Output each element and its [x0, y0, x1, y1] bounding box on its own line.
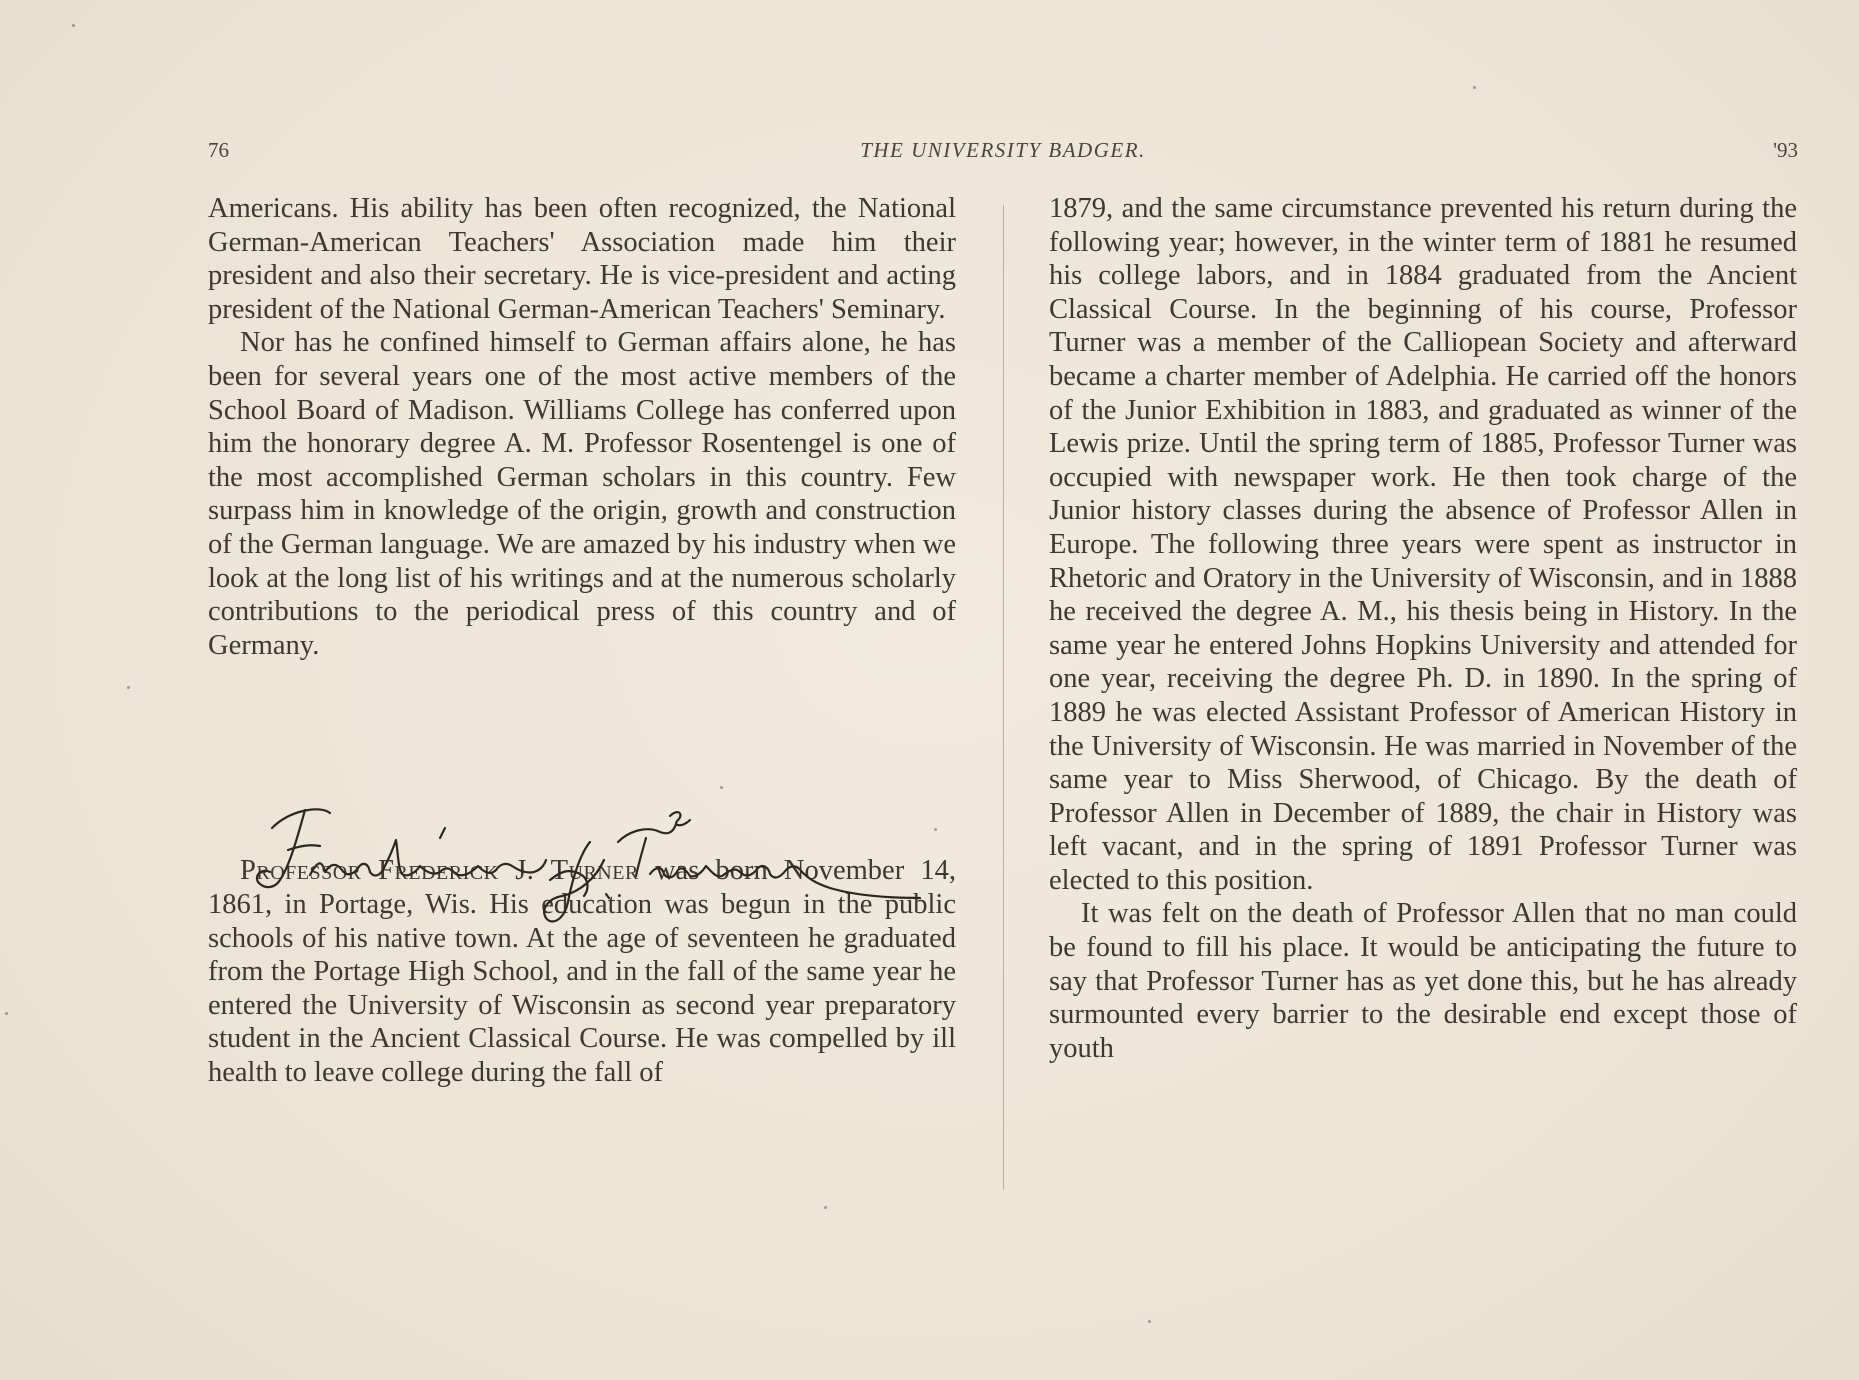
left-paragraph-1: Americans. His ability has been often recognized, the National German-American Teachers' Association made him their president and also their secretary. He is vice-president and acting president of the National German-American Teachers' Seminary.: [208, 193, 956, 325]
page-year: '93: [1773, 138, 1798, 162]
paper-speck: [5, 1012, 8, 1015]
signature-drawing: [250, 780, 930, 930]
column-divider: [1003, 205, 1004, 1190]
paper-speck: [127, 686, 130, 689]
paper-speck: [720, 786, 723, 789]
page-number: 76: [208, 138, 229, 162]
running-head: [208, 138, 1798, 168]
paper-speck: [1148, 1320, 1151, 1323]
right-paragraph-2: It was felt on the death of Professor Allen that no man could be found to fill his place. It would be anticipating the future to say that Professor Turner has as yet done this, but he has already surmounted every barrier to the desirable end except those of youth: [1049, 898, 1797, 1064]
right-paragraph-1: 1879, and the same circumstance prevented his return during the following year; however, in the winter term of 1881 he resumed his college labors, and in 1884 graduated from the Ancient Classical Course. In the beginning of his course, Professor Turner was a member of the Calliopean Society and afterward became a charter member of Adelphia. He carried off the honors of the Junior Exhibition in 1883, and graduated as winner of the Lewis prize. Until the spring term of 1885, Professor Turner was occupied with newspaper work. He then took charge of the Junior history classes during the absence of Professor Allen in Europe. The following three years were spent as instructor in Rhetoric and Oratory in the University of Wisconsin, and in 1888 he received the degree A. M., his thesis being in History. In the same year he entered Johns Hopkins University and attended for one year, receiving the degree Ph. D. in 1890. In the spring of 1889 he was elected Assistant Professor of American History in the University of Wisconsin. He was married in November of the same year to Miss Sherwood, of Chicago. By the death of Professor Allen in December of 1889, the chair in History was left vacant, and in the spring of 1891 Professor Turner was elected to this position.: [1049, 193, 1797, 896]
paper-speck: [934, 828, 937, 831]
handwritten-signature: [250, 780, 930, 930]
paper-speck: [1473, 86, 1476, 89]
left-paragraph-3-text: was born November 14, 1861, in Portage, Wis. His education was begun in the public schools of his native town. At the age of seventeen he graduated from the Portage High School, and in the fall of the same year he entered the University of Wisconsin as second year preparatory student in the Ancient Classical Course. He was compelled by ill health to leave college during the fall of: [208, 855, 956, 1088]
left-paragraph-2: Nor has he confined himself to German affairs alone, he has been for several years one of the most active members of the School Board of Madison. Williams College has conferred upon him the honorary degree A. M. Professor Rosentengel is one of the most accomplished German scholars in this country. Few surpass him in knowledge of the origin, growth and construction of the German language. We are amazed by his industry when we look at the long list of his writings and at the numerous scholarly contributions to the periodical press of this country and of Germany.: [208, 327, 956, 661]
right-column: [1049, 192, 1797, 1065]
paper-speck: [72, 24, 75, 27]
left-column: [208, 192, 956, 1089]
paper-speck: [824, 1206, 827, 1209]
subject-name: Professor Frederick J. Turner: [240, 855, 639, 887]
page-title: THE UNIVERSITY BADGER.: [860, 138, 1146, 162]
